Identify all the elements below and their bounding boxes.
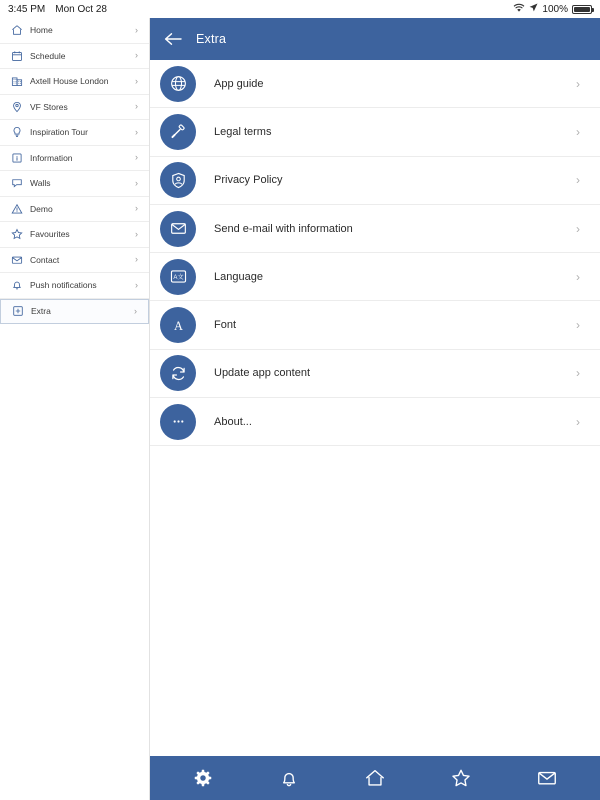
lightbulb-icon — [10, 126, 24, 138]
extra-list — [150, 60, 600, 756]
app-bar — [150, 18, 600, 60]
chevron-right-icon — [576, 174, 586, 186]
shield-user-icon — [160, 162, 196, 198]
svg-text:A文: A文 — [172, 274, 184, 282]
sidebar-item-demo[interactable] — [0, 197, 149, 223]
sidebar-item-push-notifications[interactable] — [0, 273, 149, 299]
list-item-update-app-content[interactable] — [150, 350, 600, 398]
status-bar-right — [513, 3, 592, 16]
envelope-icon[interactable] — [527, 758, 567, 798]
home-icon[interactable] — [355, 758, 395, 798]
sidebar-item-label: Walls — [30, 178, 51, 189]
status-bar-left — [8, 4, 107, 15]
chevron-right-icon — [135, 77, 143, 86]
chevron-right-icon — [576, 126, 586, 138]
sidebar-item-label: Schedule — [30, 50, 66, 61]
list-item-about[interactable] — [150, 398, 600, 446]
chevron-right-icon — [135, 153, 143, 162]
bottom-tab-bar — [150, 756, 600, 800]
chevron-right-icon — [135, 255, 143, 264]
sidebar-item-contact[interactable] — [0, 248, 149, 274]
chevron-right-icon — [135, 51, 143, 60]
sidebar-item-vf-stores[interactable] — [0, 95, 149, 121]
main-panel — [150, 18, 600, 800]
envelope-icon — [160, 211, 196, 247]
list-item-legal-terms[interactable] — [150, 108, 600, 156]
chat-icon — [10, 177, 24, 189]
sidebar-item-walls[interactable] — [0, 171, 149, 197]
sidebar-item-extra[interactable] — [0, 299, 149, 325]
star-icon — [10, 228, 24, 240]
sidebar-item-schedule[interactable] — [0, 44, 149, 70]
status-time: 3:45 PM — [8, 3, 46, 15]
content-area — [0, 18, 600, 800]
sidebar-item-home[interactable] — [0, 18, 149, 44]
back-arrow-icon[interactable] — [164, 30, 182, 48]
chevron-right-icon — [135, 281, 143, 290]
sidebar-item-label: Information — [30, 152, 73, 163]
list-item-label: Language — [214, 270, 263, 283]
translate-icon — [160, 259, 196, 295]
status-bar — [0, 0, 600, 18]
chevron-right-icon — [576, 223, 586, 235]
sidebar-item-label: VF Stores — [30, 101, 68, 112]
list-item-label: Update app content — [214, 367, 311, 380]
status-date: Mon Oct 28 — [55, 3, 107, 15]
list-item-label: Privacy Policy — [214, 174, 283, 187]
list-item-font[interactable] — [150, 301, 600, 349]
chevron-right-icon — [134, 307, 142, 316]
chevron-right-icon — [135, 230, 143, 239]
chevron-right-icon — [576, 416, 586, 428]
building-icon — [10, 75, 24, 87]
sidebar-item-label: Demo — [30, 203, 53, 214]
sidebar-item-favourites[interactable] — [0, 222, 149, 248]
chevron-right-icon — [576, 78, 586, 90]
bell-icon[interactable] — [269, 758, 309, 798]
list-item-send-email-with-information[interactable] — [150, 205, 600, 253]
calendar-icon — [10, 50, 24, 62]
chevron-right-icon — [576, 319, 586, 331]
letter-a-icon — [160, 307, 196, 343]
ellipsis-icon — [160, 404, 196, 440]
chevron-right-icon — [135, 179, 143, 188]
battery-full-icon — [572, 5, 592, 14]
list-item-label: Font — [214, 319, 237, 332]
list-item-app-guide[interactable] — [150, 60, 600, 108]
sidebar-item-label: Axtell House London — [30, 76, 109, 87]
sidebar-item-label: Favourites — [30, 229, 70, 240]
sidebar-item-axtell-house-london[interactable] — [0, 69, 149, 95]
chevron-right-icon — [576, 271, 586, 283]
plus-square-icon — [11, 305, 25, 317]
sidebar-item-label: Contact — [30, 254, 60, 265]
gear-icon[interactable] — [183, 758, 223, 798]
list-item-label: App guide — [214, 77, 264, 90]
sidebar-item-label: Inspiration Tour — [30, 127, 88, 138]
sidebar-item-label: Home — [30, 25, 53, 36]
sidebar-item-label: Push notifications — [30, 280, 97, 291]
battery-percent: 100% — [542, 3, 568, 15]
sidebar-item-inspiration-tour[interactable] — [0, 120, 149, 146]
list-item-language[interactable] — [150, 253, 600, 301]
gavel-icon — [160, 114, 196, 150]
warning-icon — [10, 203, 24, 215]
list-item-privacy-policy[interactable] — [150, 157, 600, 205]
list-item-label: Legal terms — [214, 125, 272, 138]
globe-icon — [160, 66, 196, 102]
home-icon — [10, 24, 24, 36]
map-pin-icon — [10, 101, 24, 113]
chevron-right-icon — [135, 128, 143, 137]
svg-text:A: A — [173, 318, 183, 333]
list-item-label: Send e-mail with information — [214, 222, 353, 235]
sidebar-item-information[interactable] — [0, 146, 149, 172]
star-icon[interactable] — [441, 758, 481, 798]
chevron-right-icon — [576, 367, 586, 379]
location-arrow-icon — [529, 3, 538, 15]
page-title: Extra — [196, 32, 227, 46]
chevron-right-icon — [135, 102, 143, 111]
chevron-right-icon — [135, 26, 143, 35]
sidebar — [0, 18, 150, 800]
list-item-label: About... — [214, 415, 252, 428]
bell-icon — [10, 279, 24, 291]
wifi-icon — [513, 3, 525, 16]
sidebar-item-label: Extra — [31, 306, 51, 317]
envelope-icon — [10, 254, 24, 266]
info-icon — [10, 152, 24, 164]
chevron-right-icon — [135, 204, 143, 213]
refresh-icon — [160, 355, 196, 391]
